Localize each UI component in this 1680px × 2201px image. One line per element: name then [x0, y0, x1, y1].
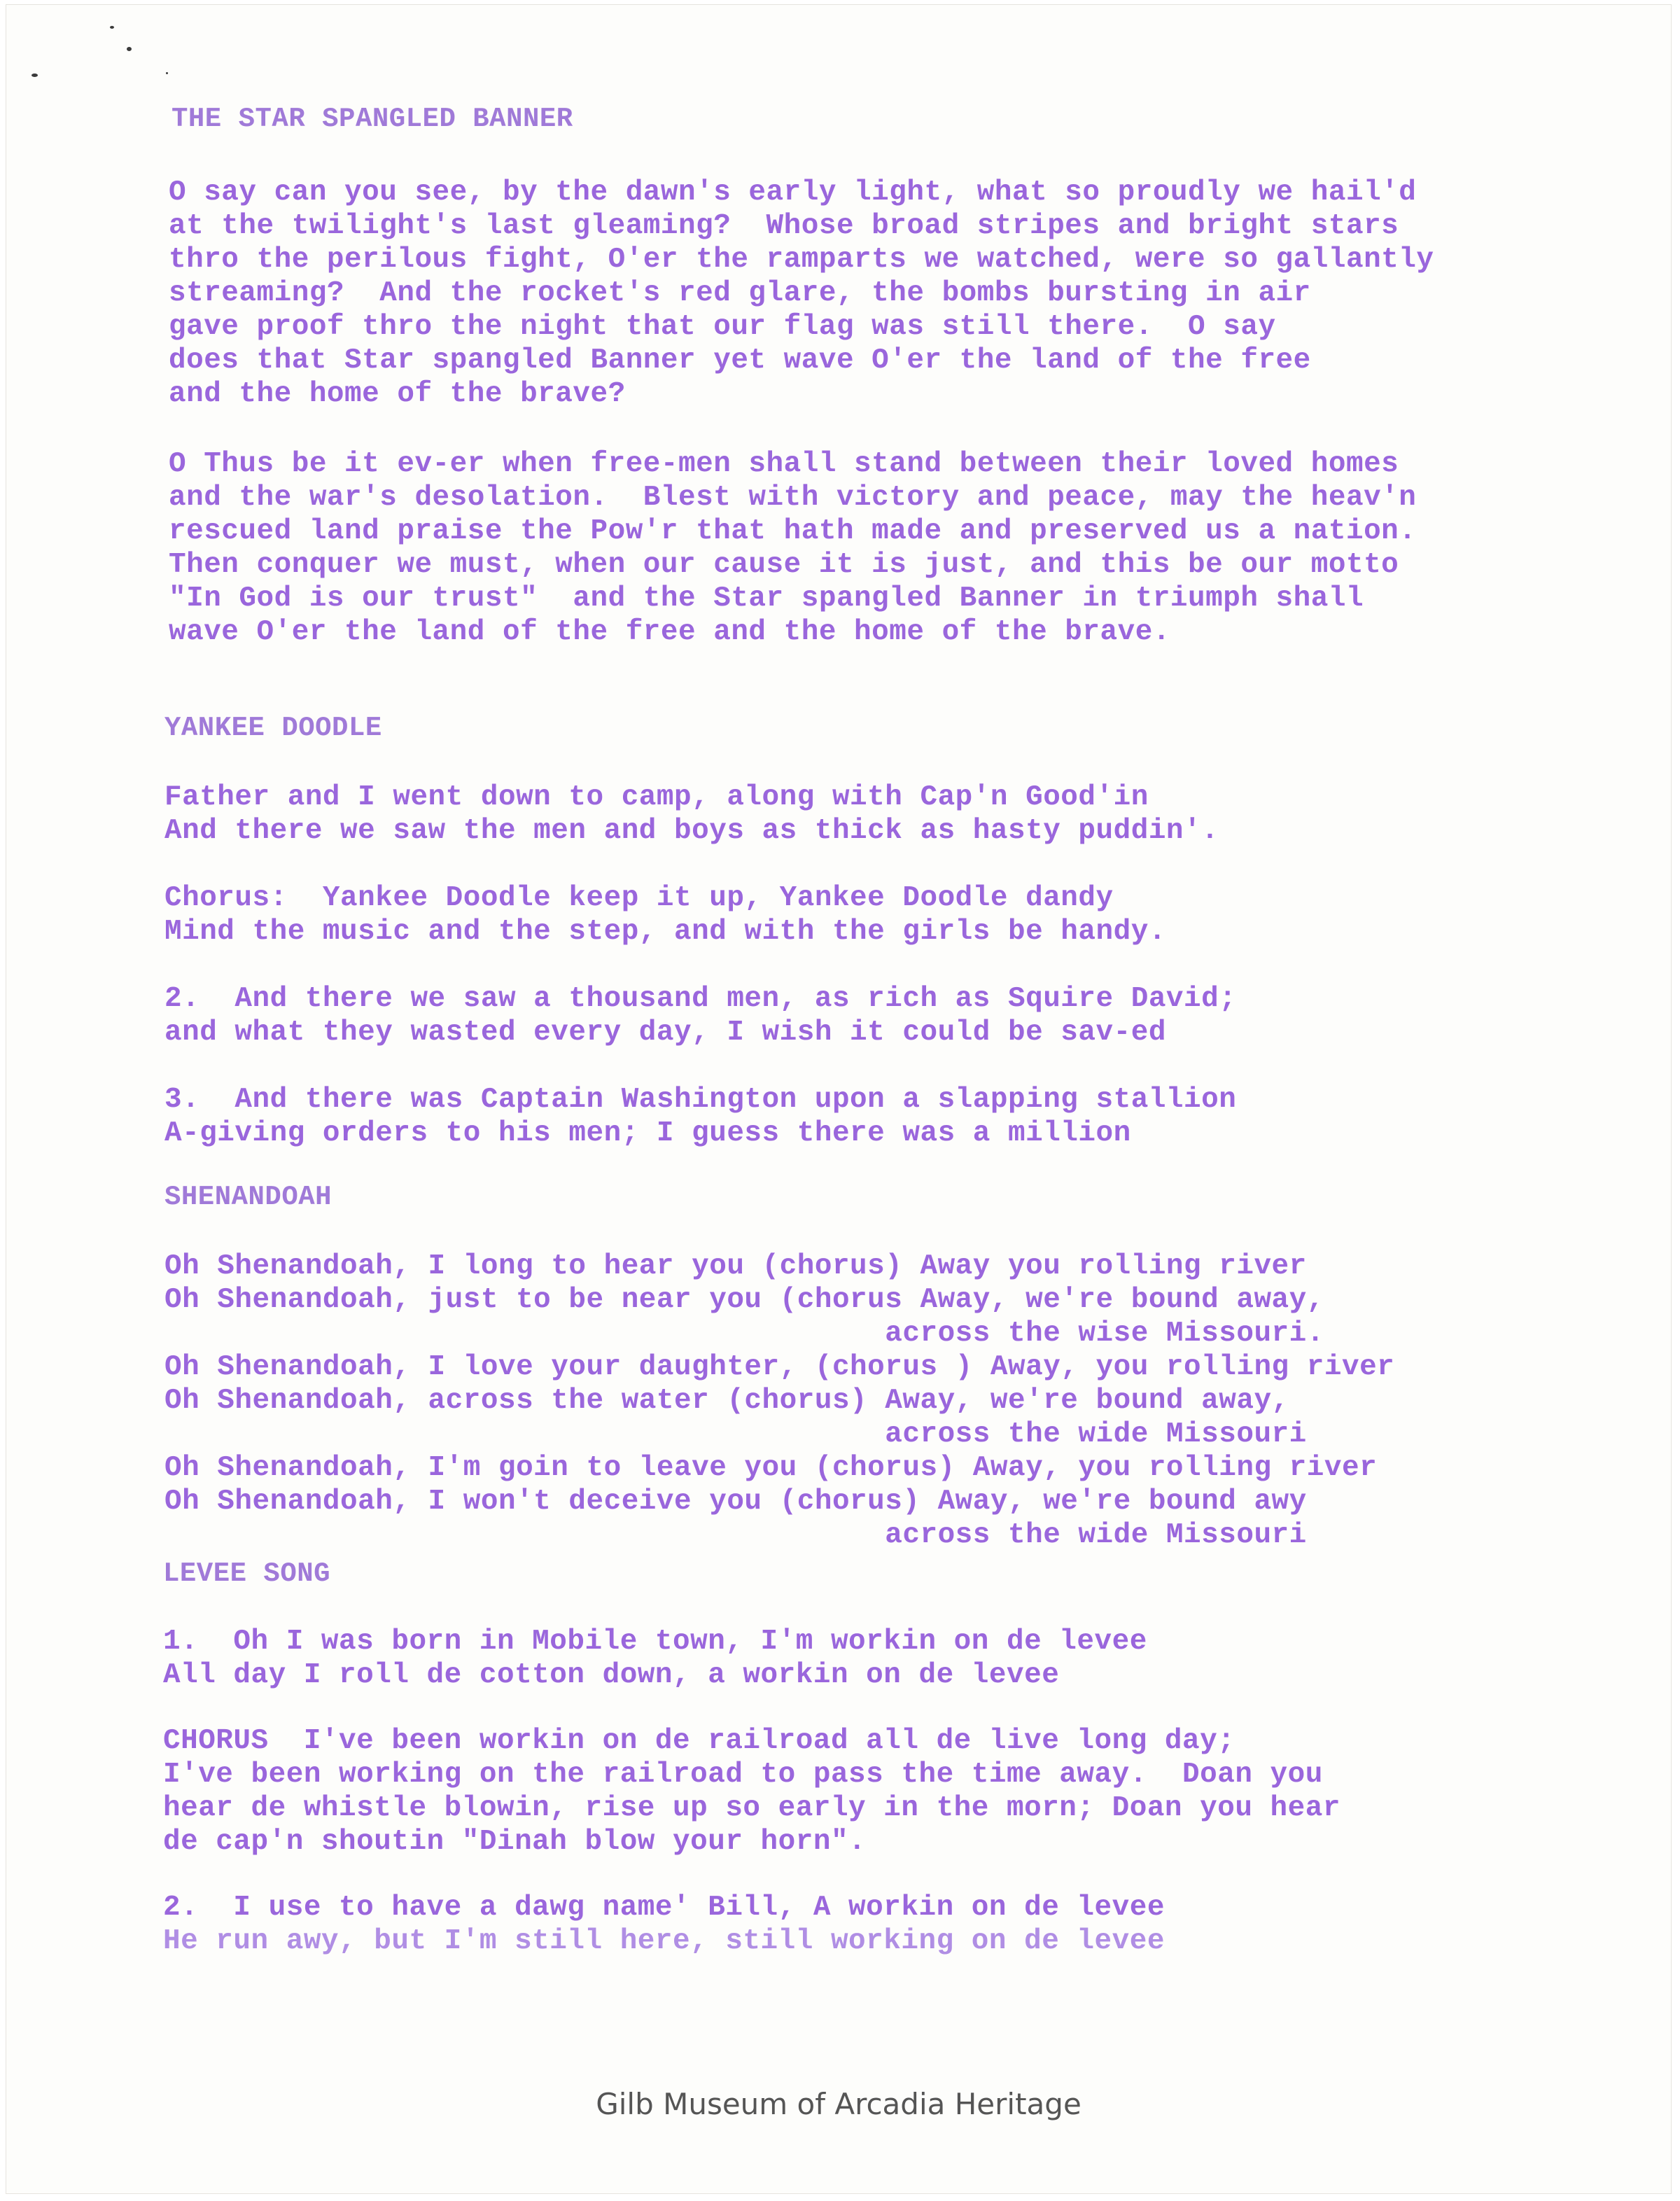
- typewritten-page: [6, 4, 1672, 2194]
- lyric-line: 2. I use to have a dawg name' Bill, A workin on de levee: [163, 1892, 1165, 1924]
- lyric-line: wave O'er the land of the free and the home of the brave.: [169, 616, 1170, 648]
- lyric-line: and the home of the brave?: [169, 378, 626, 410]
- chorus-line: Mind the music and the step, and with the girls be handy.: [164, 916, 1166, 948]
- lyric-line: at the twilight's last gleaming? Whose broad stripes and bright stars: [169, 210, 1399, 242]
- lyric-line: gave proof thro the night that our flag was still there. O say: [169, 311, 1276, 343]
- lyric-line: and what they wasted every day, I wish it could be sav-ed: [164, 1016, 1166, 1049]
- lyric-line: streaming? And the rocket's red glare, the bombs bursting in air: [169, 277, 1311, 309]
- lyric-line: Father and I went down to camp, along with Cap'n Good'in: [164, 781, 1149, 813]
- lyric-line: Oh Shenandoah, across the water (chorus) Away, we're bound away,: [164, 1385, 1289, 1417]
- song-title-star-spangled-banner: THE STAR SPANGLED BANNER: [172, 104, 573, 134]
- lyric-line: O Thus be it ev-er when free-men shall stand between their loved homes: [169, 448, 1399, 480]
- lyric-line: across the wide Missouri: [164, 1418, 1307, 1451]
- lyric-line: All day I roll de cotton down, a workin on de levee: [163, 1659, 1060, 1691]
- lyric-line: Oh Shenandoah, I long to hear you (chorus) Away you rolling river: [164, 1250, 1307, 1283]
- lyric-line: O say can you see, by the dawn's early light, what so proudly we hail'd: [169, 176, 1417, 209]
- lyric-line: A-giving orders to his men; I guess there was a million: [164, 1117, 1131, 1150]
- lyric-line: He run awy, but I'm still here, still working on de levee: [163, 1925, 1165, 1957]
- song-title-yankee-doodle: YANKEE DOODLE: [164, 713, 382, 743]
- chorus-line: CHORUS I've been workin on de railroad all de live long day;: [163, 1725, 1236, 1757]
- chorus-line: de cap'n shoutin "Dinah blow your horn".: [163, 1826, 867, 1858]
- museum-watermark-footer: Gilb Museum of Arcadia Heritage: [596, 2087, 1082, 2121]
- lyric-line: and the war's desolation. Blest with victory and peace, may the heav'n: [169, 482, 1417, 514]
- lyric-line: 1. Oh I was born in Mobile town, I'm workin on de levee: [163, 1626, 1147, 1658]
- song-title-levee-song: LEVEE SONG: [163, 1558, 331, 1589]
- lyric-line: Oh Shenandoah, I love your daughter, (chorus ) Away, you rolling river: [164, 1351, 1395, 1383]
- lyric-line: Oh Shenandoah, just to be near you (chorus Away, we're bound away,: [164, 1284, 1324, 1316]
- lyric-line: 2. And there we saw a thousand men, as rich as Squire David;: [164, 983, 1237, 1015]
- lyric-line: And there we saw the men and boys as thick as hasty puddin'.: [164, 815, 1219, 847]
- lyric-line: 3. And there was Captain Washington upon a slapping stallion: [164, 1084, 1237, 1116]
- lyric-line: Then conquer we must, when our cause it is just, and this be our motto: [169, 549, 1399, 581]
- lyric-line: across the wide Missouri: [164, 1519, 1307, 1551]
- lyric-line: does that Star spangled Banner yet wave O'er the land of the free: [169, 344, 1311, 377]
- lyric-line: Oh Shenandoah, I'm goin to leave you (chorus) Away, you rolling river: [164, 1452, 1378, 1484]
- chorus-line: Chorus: Yankee Doodle keep it up, Yankee Doodle dandy: [164, 882, 1114, 914]
- lyric-line: "In God is our trust" and the Star spangled Banner in triumph shall: [169, 582, 1364, 615]
- lyric-line: Oh Shenandoah, I won't deceive you (chorus) Away, we're bound awy: [164, 1486, 1307, 1518]
- lyric-line: rescued land praise the Pow'r that hath made and preserved us a nation.: [169, 515, 1417, 547]
- chorus-line: hear de whistle blowin, rise up so early in the morn; Doan you hear: [163, 1792, 1340, 1824]
- song-title-shenandoah: SHENANDOAH: [164, 1182, 332, 1213]
- chorus-line: I've been working on the railroad to pass the time away. Doan you: [163, 1759, 1323, 1791]
- lyric-line: thro the perilous fight, O'er the ramparts we watched, were so gallantly: [169, 244, 1434, 276]
- lyric-line: across the wise Missouri.: [164, 1318, 1324, 1350]
